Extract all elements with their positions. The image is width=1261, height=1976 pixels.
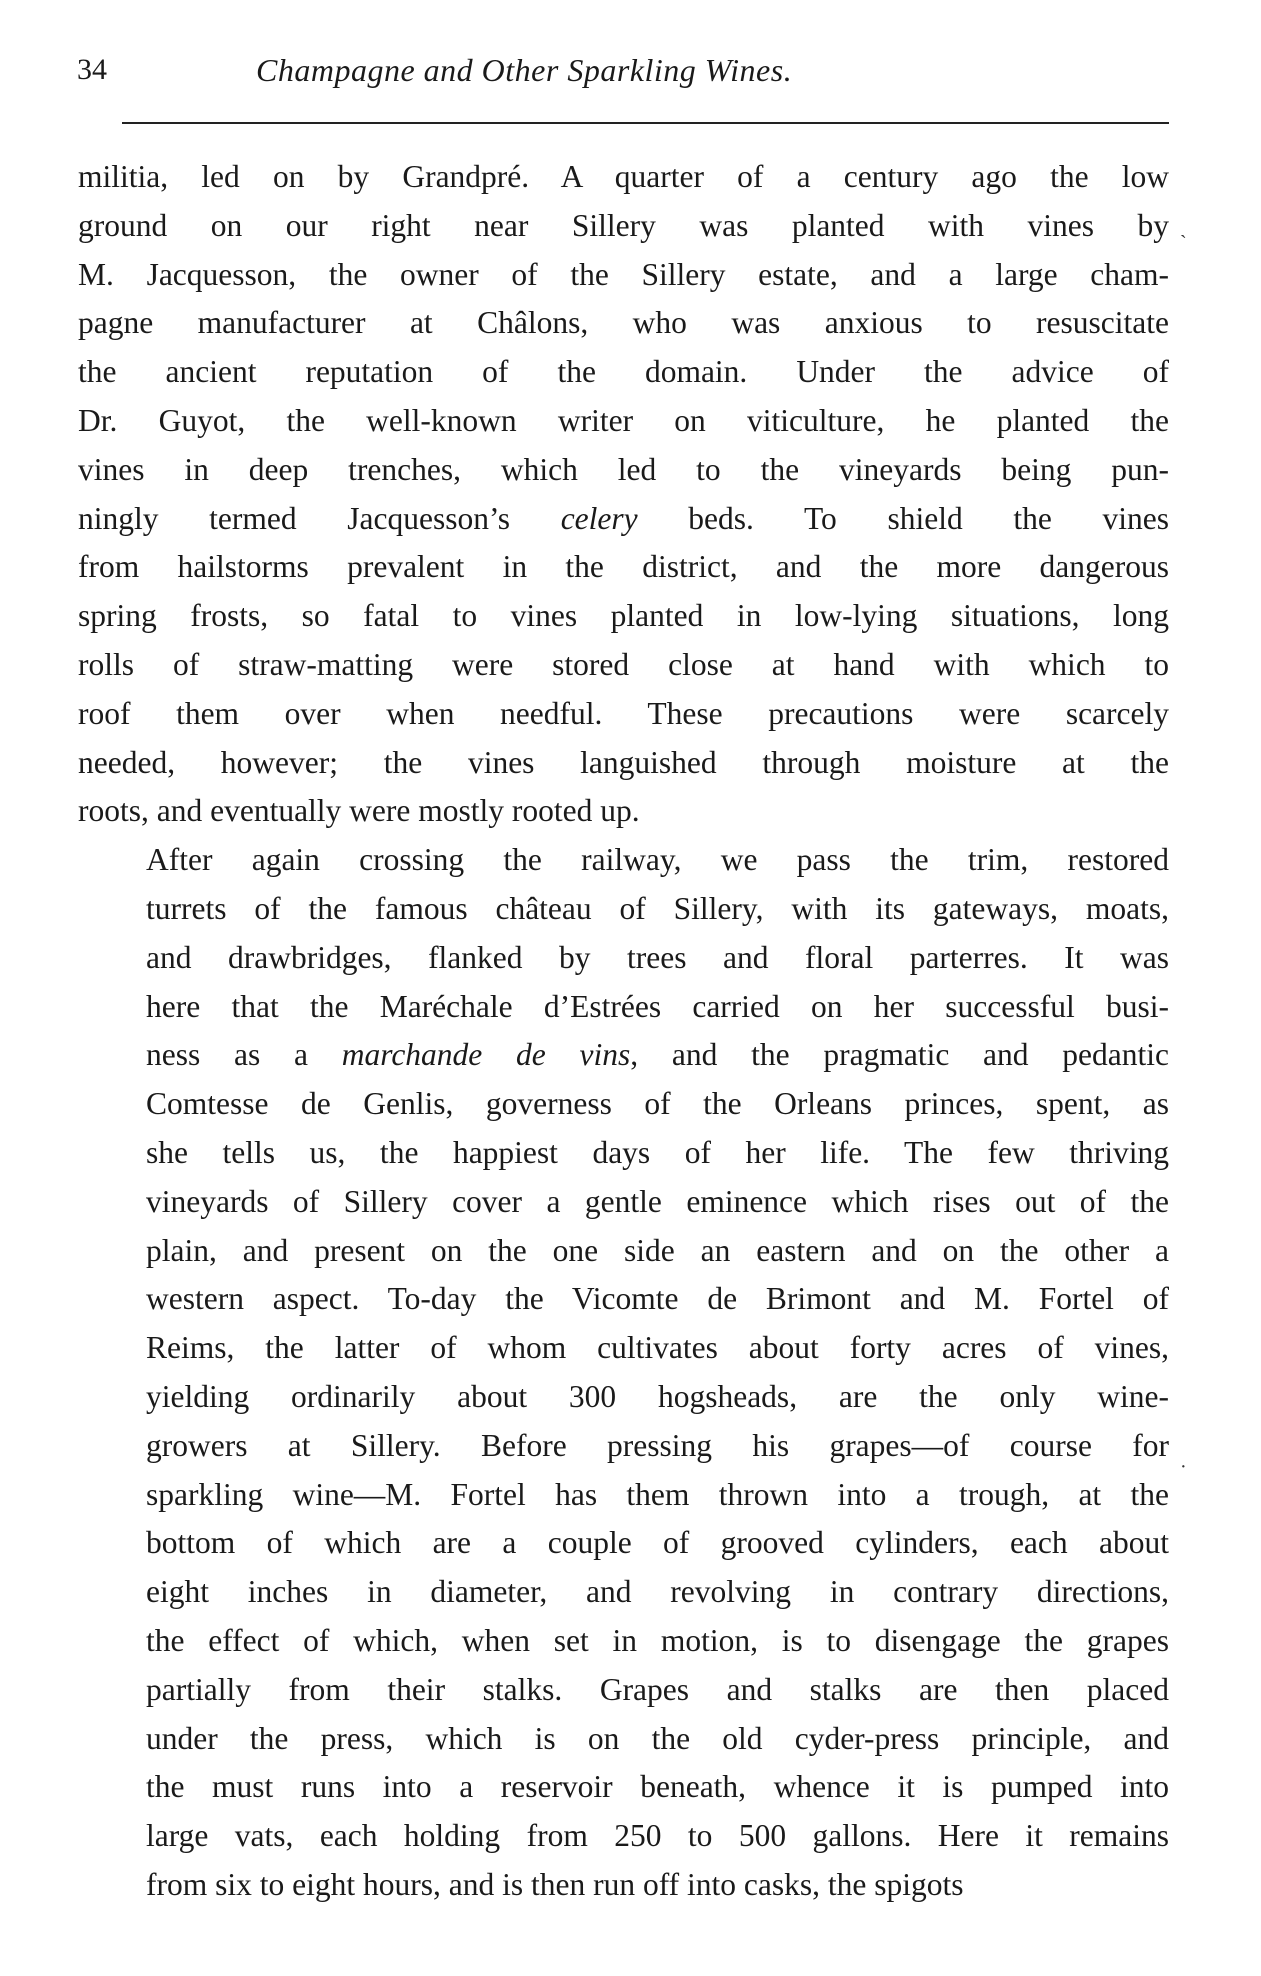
line-text: beds. To shield the vines: [637, 500, 1169, 536]
text-line: [78, 1471, 1169, 1520]
text-line: [78, 1519, 1169, 1568]
line-text: spring frosts, so fatal to vines planted in low-lying situations, long: [78, 598, 1169, 634]
line-text: vines in deep trenches, which led to the vineyards being pun-: [78, 451, 1169, 487]
running-title: Champagne and Other Sparkling Wines.: [256, 52, 793, 88]
line-text: she tells us, the happiest days of her life. The few thriving: [146, 1134, 1169, 1170]
text-line: [78, 397, 1169, 446]
text-line: [78, 1666, 1169, 1715]
line-text: the ancient reputation of the domain. Under the advice of: [78, 354, 1169, 390]
paragraph-1: [78, 153, 1169, 836]
text-line: [78, 836, 1169, 885]
page-number: 34: [77, 53, 107, 86]
line-text: bottom of which are a couple of grooved cylinders, each about: [146, 1525, 1169, 1561]
line-text: vineyards of Sillery cover a gentle eminence which rises out of the: [146, 1183, 1169, 1219]
text-line: [78, 1861, 1169, 1910]
text-line: [78, 1031, 1169, 1080]
line-text: needed, however; the vines languished through moisture at the: [78, 744, 1169, 780]
text-line: [78, 1275, 1169, 1324]
line-text: from six to eight hours, and is then run off into casks, the spigots: [146, 1866, 964, 1902]
line-text: plain, and present on the one side an eastern and on the other a: [146, 1232, 1169, 1268]
line-text: militia, led on by Grandpré. A quarter of a century ago the low: [78, 159, 1169, 194]
text-line: [78, 446, 1169, 495]
text-line: [78, 1129, 1169, 1178]
line-text: western aspect. To-day the Vicomte de Brimont and M. Fortel of: [146, 1281, 1169, 1317]
header-rule: [122, 122, 1169, 124]
text-line: [78, 592, 1169, 641]
text-line: [78, 787, 1169, 836]
line-text: partially from their stalks. Grapes and stalks are then placed: [146, 1671, 1169, 1707]
margin-mark-lower: ·: [1180, 1456, 1187, 1478]
line-text: pagne manufacturer at Châlons, who was anxious to resuscitate: [78, 305, 1169, 341]
text-line: [78, 1422, 1169, 1471]
line-text: Reims, the latter of whom cultivates about forty acres of vines,: [146, 1330, 1169, 1366]
line-text: roots, and eventually were mostly rooted up.: [78, 793, 640, 829]
line-text: here that the Maréchale d’Estrées carried on her successful busi-: [146, 988, 1169, 1024]
body-text: [78, 153, 1169, 1910]
text-line: [78, 1227, 1169, 1276]
line-text: under the press, which is on the old cyder-press principle, and: [146, 1720, 1169, 1756]
text-line: [78, 1324, 1169, 1373]
line-text: ground on our right near Sillery was planted with vines by: [78, 207, 1169, 243]
italic-text: marchande de vins: [341, 1037, 631, 1073]
text-line: [78, 202, 1169, 251]
line-text: roof them over when needful. These precautions were scarcely: [78, 695, 1169, 731]
text-line: [78, 543, 1169, 592]
text-line: [78, 348, 1169, 397]
line-text: ness as a: [146, 1037, 342, 1073]
line-text: eight inches in diameter, and revolving in contrary directions,: [146, 1574, 1169, 1610]
text-line: [78, 251, 1169, 300]
line-text: M. Jacquesson, the owner of the Sillery estate, and a large cham-: [78, 256, 1169, 292]
text-line: [78, 1812, 1169, 1861]
line-text: the effect of which, when set in motion, is to disengage the grapes: [146, 1622, 1169, 1658]
italic-text: celery: [560, 500, 638, 536]
text-line: [78, 641, 1169, 690]
text-line: [78, 1373, 1169, 1422]
line-text: the must runs into a reservoir beneath, whence it is pumped into: [146, 1769, 1169, 1805]
text-line: [78, 1715, 1169, 1764]
text-line: [78, 739, 1169, 788]
text-line: [78, 1763, 1169, 1812]
text-line: [78, 690, 1169, 739]
line-text: yielding ordinarily about 300 hogsheads, are the only wine-: [146, 1378, 1169, 1414]
text-line: [78, 1617, 1169, 1666]
line-text: turrets of the famous château of Sillery, with its gateways, moats,: [146, 890, 1169, 926]
line-text: Dr. Guyot, the well-known writer on viticulture, he planted the: [78, 402, 1169, 438]
text-line: [78, 1080, 1169, 1129]
line-text: growers at Sillery. Before pressing his grapes—of course for: [146, 1427, 1169, 1463]
line-text: ningly termed Jacquesson’s: [78, 500, 561, 536]
line-text: , and the pragmatic and pedantic: [630, 1037, 1169, 1073]
line-text: Comtesse de Genlis, governess of the Orleans princes, spent, as: [146, 1086, 1169, 1122]
line-text: After again crossing the railway, we pass the trim, restored: [146, 842, 1169, 878]
text-line: [78, 153, 1169, 202]
text-line: [78, 934, 1169, 983]
text-line: [78, 885, 1169, 934]
text-line: [78, 983, 1169, 1032]
text-line: [78, 1178, 1169, 1227]
text-line: [78, 1568, 1169, 1617]
line-text: sparkling wine—M. Fortel has them thrown into a trough, at the: [146, 1476, 1169, 1512]
line-text: rolls of straw-matting were stored close at hand with which to: [78, 646, 1169, 682]
paragraph-2: [78, 836, 1169, 1910]
margin-mark-upper: ˋ: [1180, 232, 1187, 254]
text-line: [78, 495, 1169, 544]
text-line: [78, 299, 1169, 348]
line-text: from hailstorms prevalent in the district, and the more dangerous: [78, 549, 1169, 585]
line-text: and drawbridges, flanked by trees and floral parterres. It was: [146, 939, 1169, 975]
line-text: large vats, each holding from 250 to 500 gallons. Here it remains: [146, 1818, 1169, 1854]
